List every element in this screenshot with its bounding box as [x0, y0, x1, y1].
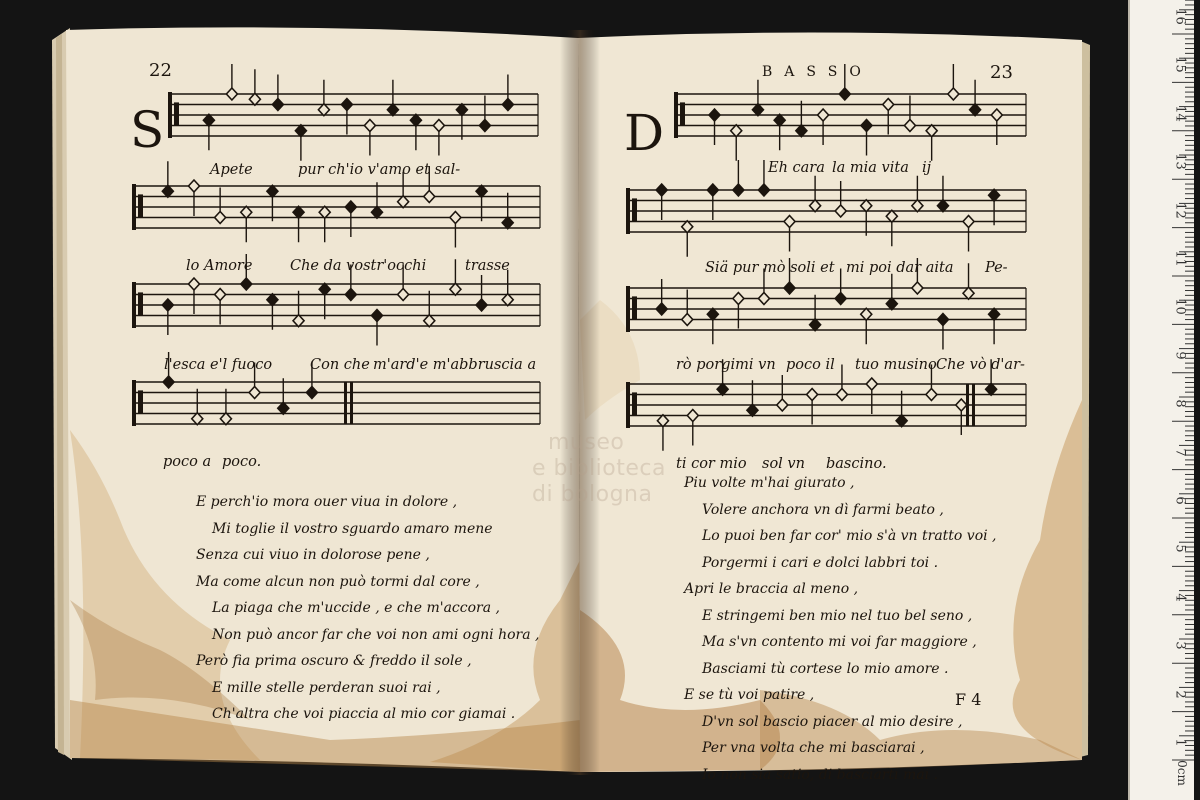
left-lyric-2b: Che da vostr'occhi: [290, 258, 427, 274]
signature-mark: F 4: [955, 690, 982, 709]
left-verse-7: Però fia prima oscuro & freddo il sole ,: [196, 653, 472, 669]
ruler-label: 3: [1172, 641, 1188, 650]
ruler-label: 14: [1172, 105, 1188, 122]
ruler-label: 5: [1172, 544, 1188, 554]
watermark-line-2: e biblioteca: [532, 456, 666, 481]
left-lyric-2c: trasse: [465, 258, 510, 274]
watermark-line-3: di bologna: [532, 482, 653, 507]
ruler-label: 7: [1172, 447, 1188, 457]
right-lyric-1c: ij: [922, 160, 932, 176]
ruler-label: 1: [1172, 738, 1188, 747]
right-lyric-2a: Siä pur mò soli et: [705, 260, 835, 276]
left-verse-9: Ch'altra che voi piaccia al mio cor giamai .: [212, 706, 516, 722]
ruler-label: 12: [1172, 201, 1188, 219]
running-head: BASSO: [762, 64, 873, 80]
watermark-line-1: museo: [548, 430, 625, 455]
right-lyric-1a: Eh cara: [768, 160, 825, 176]
right-verse-5: Apri le braccia al meno ,: [684, 581, 859, 597]
ruler-label: 13: [1172, 153, 1188, 170]
right-page-number: 23: [990, 62, 1013, 83]
right-lyric-4c: bascino.: [826, 456, 887, 472]
right-lyric-4a: ti cor mio: [676, 456, 747, 472]
ruler-label: 16: [1172, 8, 1188, 25]
left-verse-2: Mi toglie il vostro sguardo amaro mene: [212, 520, 493, 537]
right-lyric-4b: sol vn: [762, 456, 805, 472]
right-initial-letter: D: [624, 104, 665, 162]
ruler-label: 4: [1172, 593, 1188, 602]
left-verse-3: Senza cui viuo in dolorose pene ,: [196, 547, 430, 563]
left-lyric-1b: pur ch'io v'amo et sal-: [298, 162, 461, 178]
right-verse-2: Volere anchora vn dì farmi beato ,: [702, 501, 944, 518]
ruler-label: 6: [1172, 496, 1188, 505]
ruler-label: 9: [1172, 351, 1188, 360]
right-verse-1: Piu volte m'hai giurato ,: [684, 475, 855, 491]
right-verse-3: Lo puoi ben far cor' mio s'à vn tratto voi ,: [702, 528, 997, 544]
right-lyric-3b: poco il: [786, 357, 835, 373]
right-lyric-3a: rò porgimi vn: [676, 357, 776, 373]
right-verse-12: Io non sia satio, di basciarti mai .: [702, 766, 939, 783]
ruler-label: 10: [1172, 298, 1188, 316]
ruler-label: 2: [1172, 689, 1188, 699]
left-verse-6: Non può ancor far che voi non ami ogni hora ,: [212, 626, 540, 643]
ruler-label: 15: [1172, 56, 1188, 74]
right-verse-9: E se tù voi patire ,: [684, 687, 815, 703]
left-verse-1: E perch'io mora ouer viua in dolore ,: [196, 494, 458, 510]
right-lyric-3d: Che vò d'ar-: [936, 357, 1025, 373]
left-lyric-1a: Apete: [210, 162, 253, 178]
left-verse-4: Ma come alcun non può tormi dal core ,: [196, 573, 480, 590]
ruler-unit-label: 0cm: [1174, 760, 1189, 786]
right-verse-8: Basciami tù cortese lo mio amore .: [702, 660, 949, 677]
left-initial-letter: S: [130, 101, 165, 159]
right-lyric-1b: la mia vita: [832, 160, 909, 176]
left-verse-8: E mille stelle perderan suoi rai ,: [212, 679, 441, 696]
left-lyric-4b: poco.: [222, 454, 262, 470]
left-lyric-3c: m'ard'e m'abbruscia a: [373, 357, 537, 373]
right-lyric-2c: Pe-: [985, 260, 1008, 276]
left-lyric-3a: l'esca e'l fuoco: [164, 357, 273, 373]
right-verse-6: E stringemi ben mio nel tuo bel seno ,: [702, 607, 973, 624]
left-lyric-2a: lo Amore: [186, 258, 253, 274]
gutter-shadow: [560, 30, 600, 775]
left-verse-5: La piaga che m'uccide , e che m'accora ,: [212, 600, 500, 616]
right-lyric-2b: mi poi dar aita: [846, 260, 954, 276]
right-lyric-3c: tuo musino: [855, 357, 937, 373]
ruler-label: 11: [1172, 250, 1188, 267]
right-verse-11: Per vna volta che mi basciarai ,: [702, 740, 925, 756]
right-verse-10: D'vn sol bascio piacer al mio desire ,: [702, 713, 963, 730]
left-lyric-4a: poco a: [163, 454, 212, 470]
left-page-number: 22: [149, 60, 172, 81]
left-lyric-3b: Con che: [310, 357, 370, 373]
right-verse-4: Porgermi i cari e dolci labbri toi .: [702, 554, 939, 571]
ruler-label: 8: [1172, 399, 1188, 408]
right-verse-7: Ma s'vn contento mi voi far maggiore ,: [702, 634, 977, 650]
